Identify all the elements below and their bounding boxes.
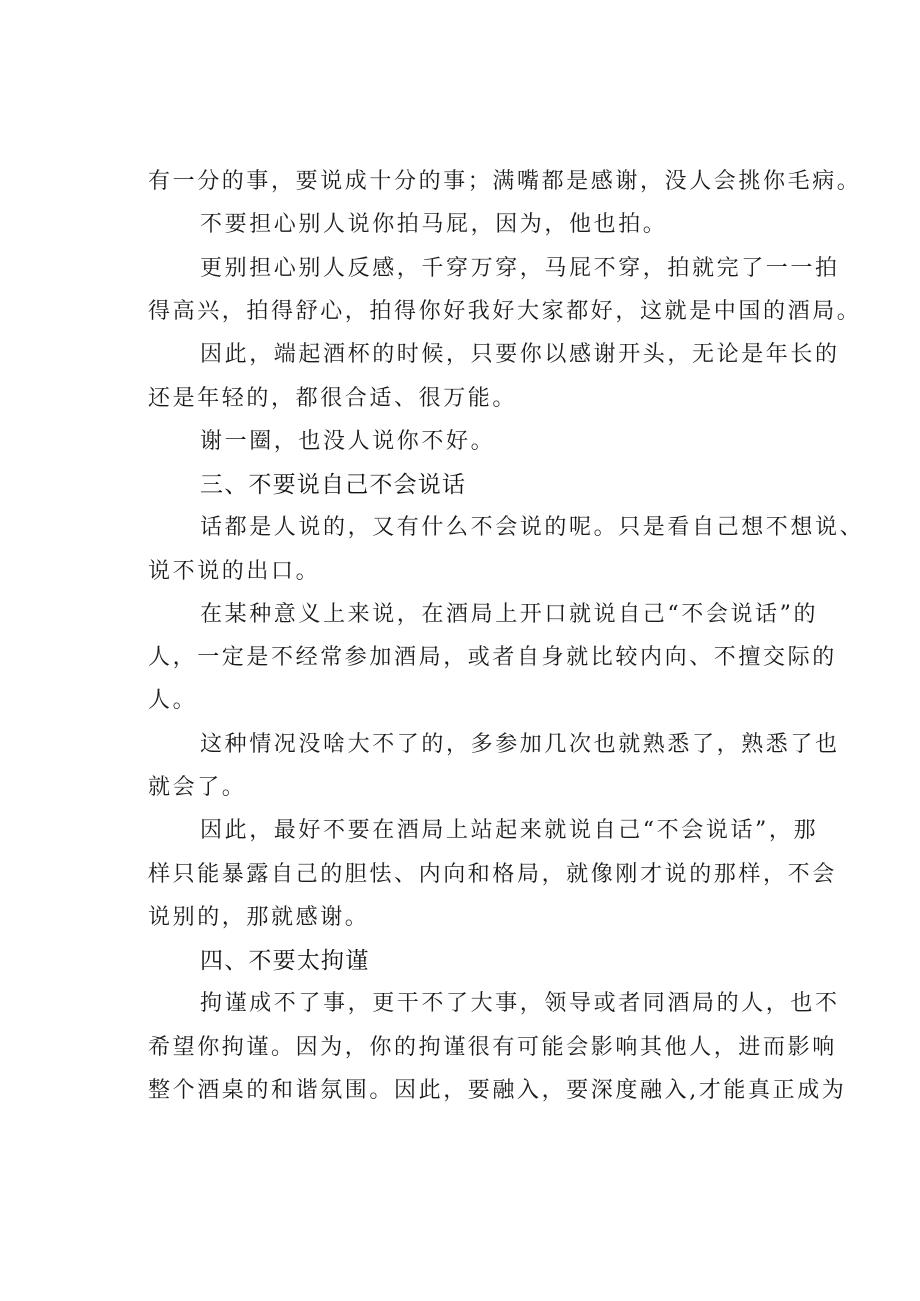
paragraph-line: 还是年轻的，都很合适、很万能。 bbox=[148, 386, 518, 411]
paragraph-line: 因此，最好不要在酒局上站起来就说自己“不会说话”，那 bbox=[200, 818, 819, 843]
paragraph-line: 说别的，那就感谢。 bbox=[148, 905, 370, 930]
paragraph-line: 人，一定是不经常参加酒局，或者自身就比较内向、不擅交际的 bbox=[148, 645, 837, 670]
paragraph-line: 因此，端起酒杯的时候，只要你以感谢开头，无论是年长的 bbox=[200, 342, 840, 367]
paragraph-line: 样只能暴露自己的胆怯、内向和格局，就像刚才说的那样，不会 bbox=[148, 862, 837, 887]
paragraph-line: 就会了。 bbox=[148, 775, 247, 800]
paragraph-line: 人。 bbox=[148, 688, 198, 713]
paragraph-line: 整个酒桌的和谐氛围。因此，要融入，要深度融入,才能真正成为 bbox=[148, 1078, 847, 1103]
paragraph-line: 在某种意义上来说，在酒局上开口就说自己“不会说话”的 bbox=[200, 602, 819, 627]
paragraph-line: 有一分的事，要说成十分的事；满嘴都是感谢，没人会挑你毛病。 bbox=[148, 169, 862, 194]
paragraph-line: 不要担心别人说你拍马屁，因为，他也拍。 bbox=[200, 212, 668, 237]
paragraph-line: 得高兴，拍得舒心，拍得你好我好大家都好，这就是中国的酒局。 bbox=[148, 299, 862, 324]
section-heading: 四、不要太拘谨 bbox=[200, 948, 370, 974]
section-heading: 三、不要说自己不会说话 bbox=[200, 472, 467, 498]
paragraph-line: 拘谨成不了事，更干不了大事，领导或者同酒局的人，也不 bbox=[200, 991, 840, 1016]
paragraph-line: 说不说的出口。 bbox=[148, 559, 321, 584]
paragraph-line: 谢一圈，也没人说你不好。 bbox=[200, 429, 496, 454]
paragraph-line: 希望你拘谨。因为，你的拘谨很有可能会影响其他人，进而影响 bbox=[148, 1035, 837, 1060]
paragraph-line: 更别担心别人反感，千穿万穿，马屁不穿，拍就完了一一拍 bbox=[200, 256, 840, 281]
paragraph-line: 话都是人说的，又有什么不会说的呢。只是看自己想不想说、 bbox=[200, 515, 865, 540]
paragraph-line: 这种情况没啥大不了的，多参加几次也就熟悉了，熟悉了也 bbox=[200, 732, 840, 757]
